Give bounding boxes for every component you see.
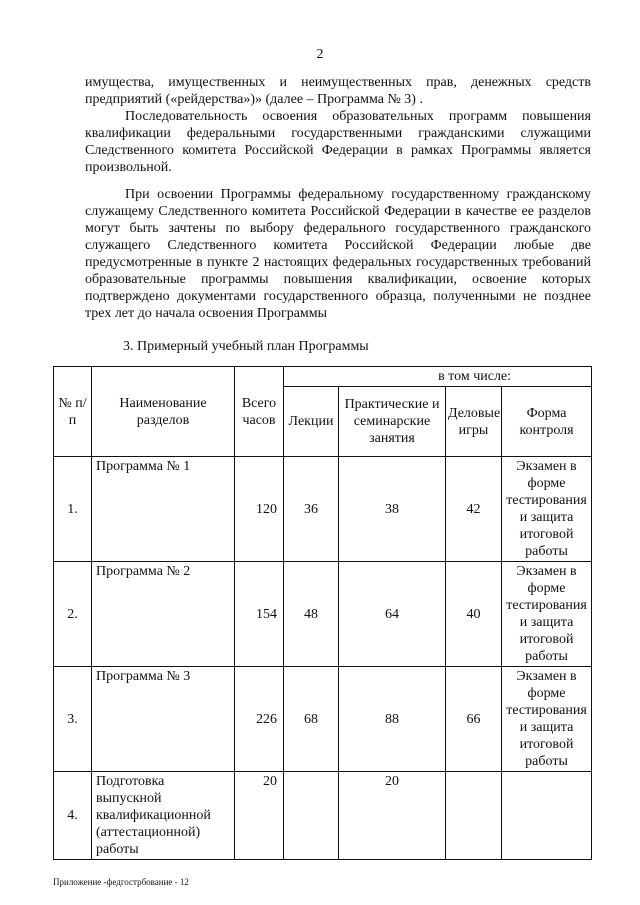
table-row xyxy=(54,457,592,562)
body-text xyxy=(85,74,591,322)
header-games: Деловые игры xyxy=(446,387,502,457)
row-name: Программа № 2 xyxy=(92,562,235,667)
row-practice: 64 xyxy=(339,562,446,667)
page-number: 2 xyxy=(316,47,324,62)
row-num: 4. xyxy=(54,772,92,860)
row-control: Экзамен в форме тестирования и защита итоговой работы xyxy=(502,562,592,667)
row-num: 2. xyxy=(54,562,92,667)
section-title: 3. Примерный учебный план Программы xyxy=(123,339,369,354)
paragraph-2: Последовательность освоения образовательных программ повышения квалификации федеральными государственными гражданскими служащими Следственного комитета Российской Федерации в рамках Программы является произвольной. xyxy=(85,109,591,175)
row-total: 226 xyxy=(235,667,284,772)
row-practice: 88 xyxy=(339,667,446,772)
row-total: 20 xyxy=(235,772,284,860)
row-practice: 38 xyxy=(339,457,446,562)
row-control: Экзамен в форме тестирования и защита итоговой работы xyxy=(502,457,592,562)
header-control: Форма контроля xyxy=(502,387,592,457)
row-lectures xyxy=(284,772,339,860)
row-num: 3. xyxy=(54,667,92,772)
header-total: Всего часов xyxy=(235,367,284,457)
row-practice: 20 xyxy=(339,772,446,860)
table-row xyxy=(54,562,592,667)
header-including: в том числе: xyxy=(284,367,592,387)
row-total: 120 xyxy=(235,457,284,562)
row-lectures: 48 xyxy=(284,562,339,667)
row-games: 66 xyxy=(446,667,502,772)
paragraph-1: имущества, имущественных и неимущественных прав, денежных средств предприятий («рейдерства»)» (далее – Программа № 3) . xyxy=(85,75,591,107)
row-games xyxy=(446,772,502,860)
row-total: 154 xyxy=(235,562,284,667)
header-practice: Практические и семинарские занятия xyxy=(339,387,446,457)
row-games: 42 xyxy=(446,457,502,562)
header-lectures: Лекции xyxy=(284,387,339,457)
table-row xyxy=(54,667,592,772)
row-games: 40 xyxy=(446,562,502,667)
page-footer: Приложение -федгострбование - 12 xyxy=(53,877,189,887)
row-control: Экзамен в форме тестирования и защита итоговой работы xyxy=(502,667,592,772)
row-name: Программа № 1 xyxy=(92,457,235,562)
row-control xyxy=(502,772,592,860)
row-name: Подготовка выпускной квалификационной (аттестационной) работы xyxy=(92,772,235,860)
row-name: Программа № 3 xyxy=(92,667,235,772)
row-num: 1. xyxy=(54,457,92,562)
curriculum-table xyxy=(53,366,592,860)
header-name: Наименование разделов xyxy=(92,367,235,457)
header-num: № п/п xyxy=(54,367,92,457)
table-row xyxy=(54,772,592,860)
row-lectures: 36 xyxy=(284,457,339,562)
row-lectures: 68 xyxy=(284,667,339,772)
paragraph-3: При освоении Программы федеральному государственному гражданскому служащему Следственного комитета Российской Федерации в качестве ее разделов могут быть зачтены по выбору федерального государственного гражданского служащего Следственного комитета Российской Федерации любые две предусмотренные в пункте 2 настоящих федеральных государственных требований образовательные программы повышения квалификации, освоение которых подтверждено документами государственного образца, полученными не позднее трех лет до начала освоения Программы xyxy=(85,187,591,321)
